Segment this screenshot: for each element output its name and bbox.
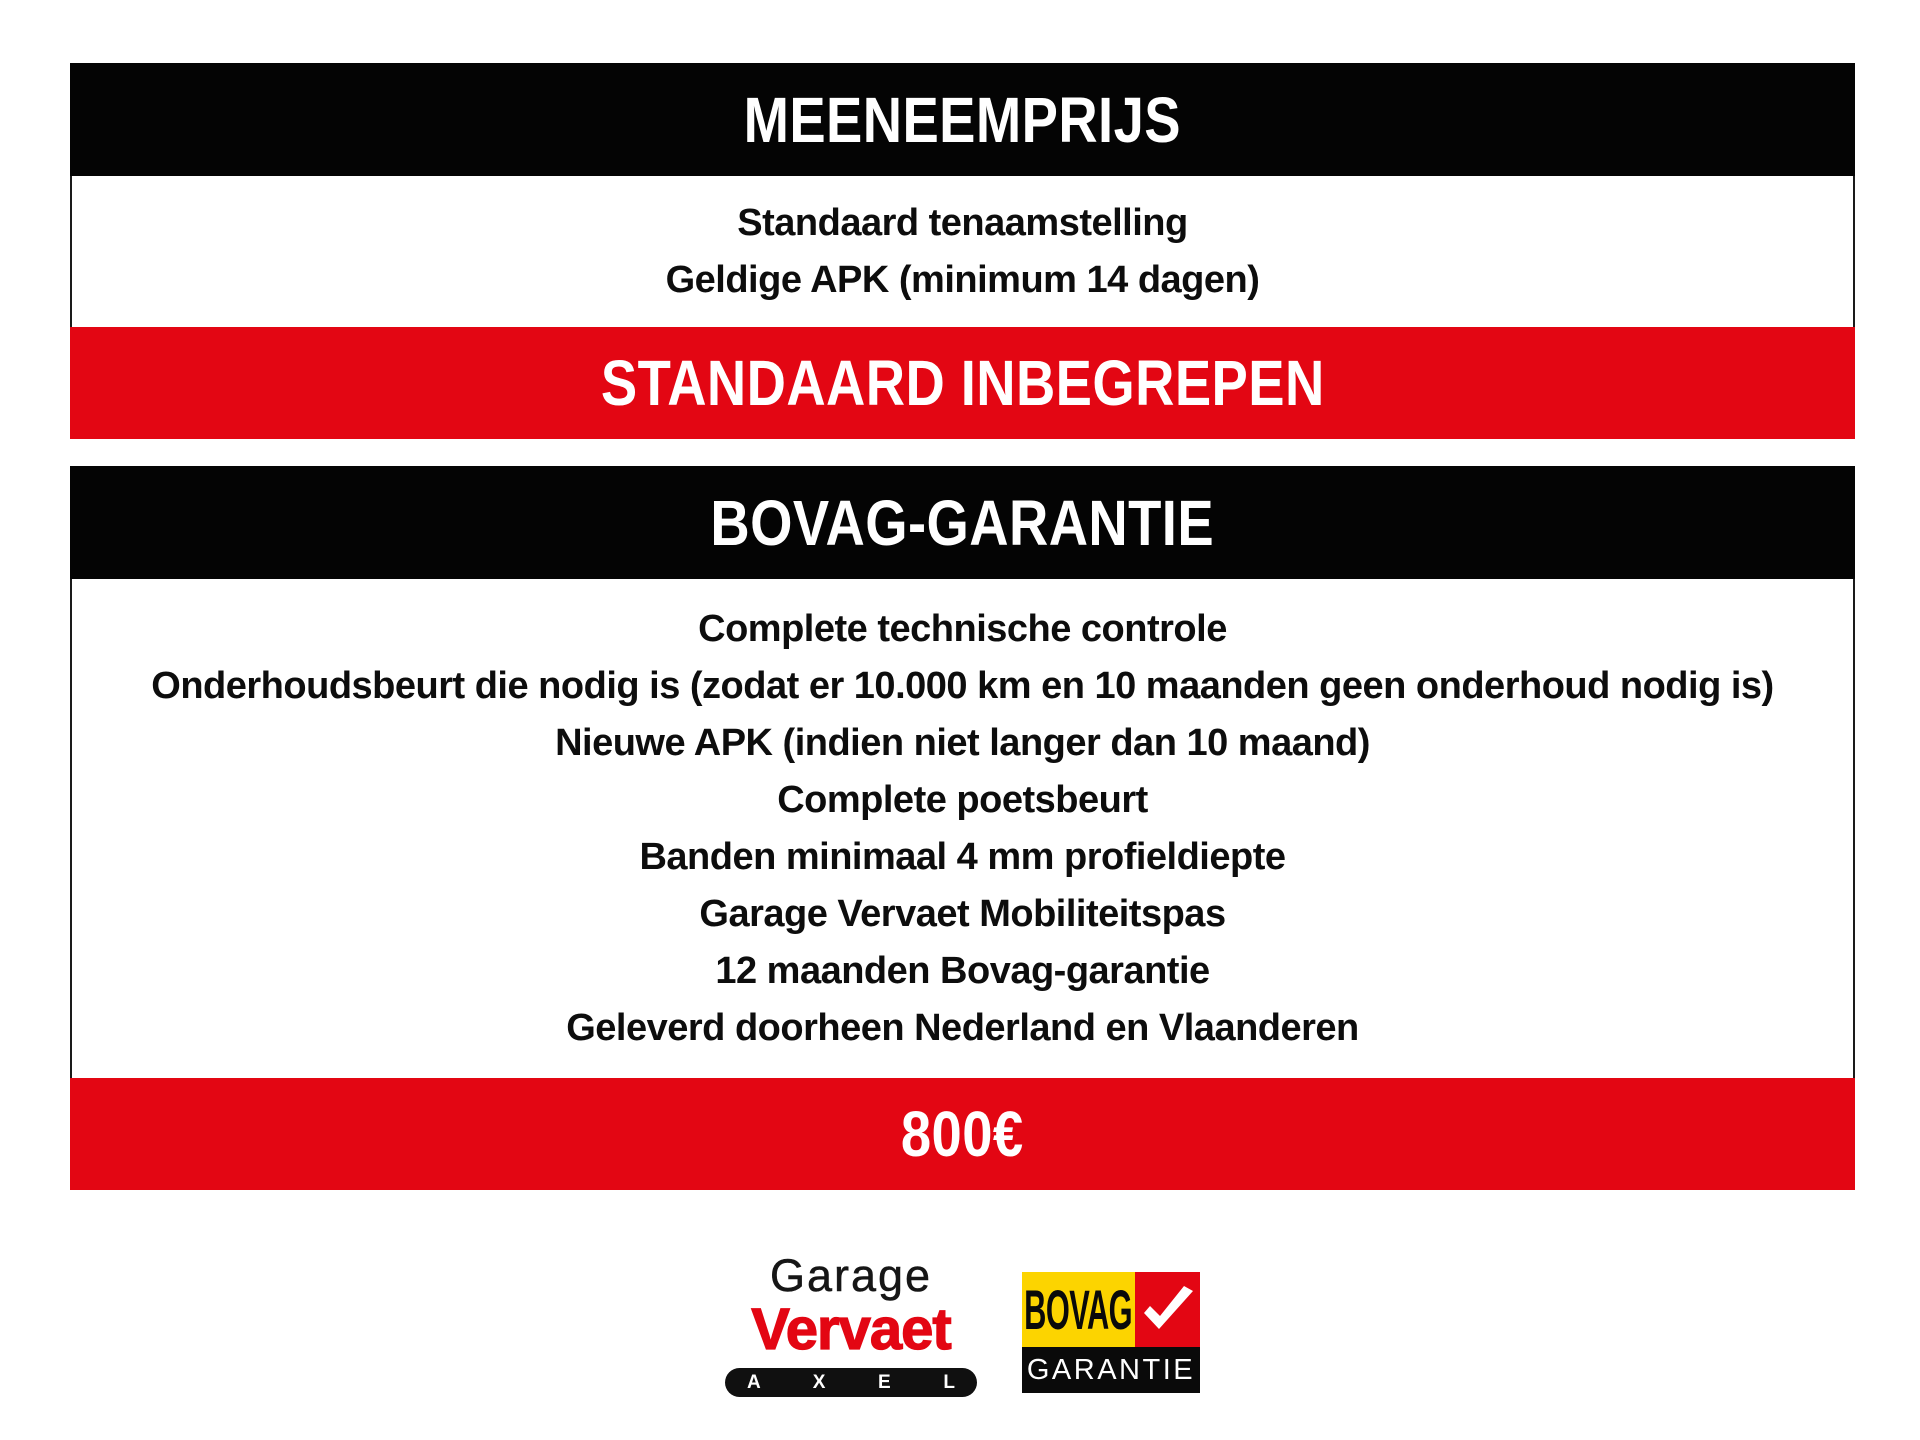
warranty-section: [70, 466, 1855, 1190]
garage-vervaet-logo-name: Vervaet: [751, 1297, 951, 1362]
bovag-logo-check-block: [1135, 1272, 1200, 1347]
info-line: Complete technische controle: [698, 607, 1227, 650]
included-bar-label: STANDAARD INBEGREPEN: [600, 347, 1325, 419]
poster-content: [70, 0, 1855, 1397]
price-value: 800€: [901, 1098, 1024, 1170]
info-line: Geldige APK (minimum 14 dagen): [665, 258, 1260, 301]
price-section-title: MEENEEMPRIJS: [743, 83, 1182, 156]
price-section-body: [70, 176, 1855, 327]
info-line: Garage Vervaet Mobiliteitspas: [699, 892, 1226, 935]
info-line: Geleverd doorheen Nederland en Vlaanderen: [566, 1006, 1359, 1049]
warranty-section-header-bar: [70, 466, 1855, 579]
checkmark-icon: [1140, 1284, 1196, 1336]
price-bar: [70, 1078, 1855, 1190]
footer-logos: [70, 1250, 1855, 1397]
garage-vervaet-logo-top: Garage: [769, 1250, 933, 1301]
axel-badge: A X E L: [725, 1368, 977, 1397]
info-line: Complete poetsbeurt: [777, 778, 1148, 821]
price-section-header-bar: [70, 63, 1855, 176]
bovag-logo-caption: GARANTIE: [1022, 1347, 1200, 1393]
included-bar: [70, 327, 1855, 439]
bovag-logo: [1022, 1272, 1200, 1393]
warranty-section-body: [70, 579, 1855, 1078]
info-line: Standaard tenaamstelling: [737, 201, 1188, 244]
bovag-logo-brand: BOVAG: [1024, 1278, 1133, 1341]
info-line: Nieuwe APK (indien niet langer dan 10 maand): [555, 721, 1370, 764]
info-line: Onderhoudsbeurt die nodig is (zodat er 10.000 km en 10 maanden geen onderhoud nodig is): [151, 664, 1774, 707]
info-line: 12 maanden Bovag-garantie: [715, 949, 1210, 992]
info-line: Banden minimaal 4 mm profieldiepte: [639, 835, 1286, 878]
bovag-logo-brand-block: [1022, 1272, 1135, 1347]
garage-vervaet-logo: [725, 1250, 977, 1397]
price-section: [70, 63, 1855, 439]
warranty-section-title: BOVAG-GARANTIE: [710, 486, 1215, 559]
